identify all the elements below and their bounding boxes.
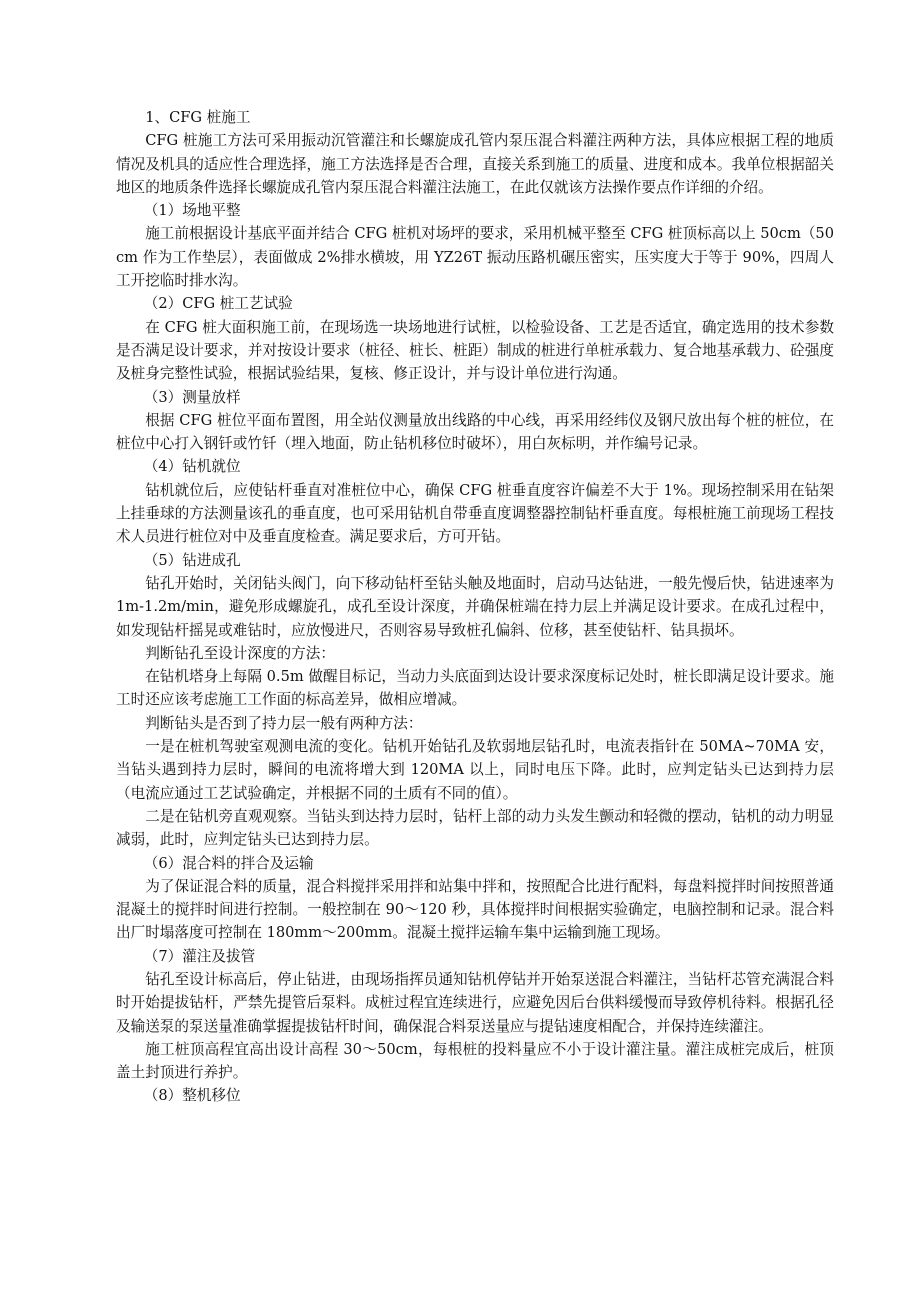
paragraph-drilling-4: 判断钻头是否到了持力层一般有两种方法：	[145, 714, 423, 732]
intro-paragraph: CFG 桩施工方法可采用振动沉管灌注和长螺旋成孔管内泵压混合料灌注两种方法，具体应根据工程的地质情况及机具的适应性合理选择，施工方法选择是否合理，直接关系到施工的质量、进度和成本。我单位根据韶关地区的地质条件选择长螺旋成孔管内泵压混合料灌注法施工，在此仅就该方法操作要点作详细的介绍。	[116, 132, 834, 196]
heading-pouring-extraction: （7）灌注及拔管	[143, 947, 256, 965]
section-title: 1、CFG 桩施工	[145, 109, 251, 126]
heading-drilling: （5）钻进成孔	[143, 551, 241, 569]
paragraph-process-test: 在 CFG 桩大面积施工前，在现场选一块场地进行试桩，以检验设备、工艺是否适宜，确定选用的技术参数是否满足设计要求，并对按设计要求（桩径、桩长、桩距）制成的桩进行单桩承载力、复合地基承载力、砼强度及桩身完整性试验，根据试验结果，复核、修正设计，并与设计单位进行沟通。	[116, 318, 834, 383]
paragraph-drilling-6: 二是在钻机旁直观观察。当钻头到达持力层时，钻杆上部的动力头发生颤动和轻微的摆动，钻机的动力明显减弱，此时，应判定钻头已达到持力层。	[116, 807, 834, 849]
paragraph-survey-layout: 根据 CFG 桩位平面布置图，用全站仪测量放出线路的中心线，再采用经纬仪及钢尺放出每个桩的桩位，在桩位中心打入钢钎或竹钎（埋入地面，防止钻机移位时破坏），用白灰标明，并作编号记录。	[116, 411, 834, 453]
paragraph-drilling-5: 一是在桩机驾驶室观测电流的变化。钻机开始钻孔及软弱地层钻孔时，电流表指针在 50MA~70MA 安，当钻头遇到持力层时，瞬间的电流将增大到 120MA 以上，同时电压下降。此时，应判定钻头已达到持力层（电流应通过工艺试验确定，并根据不同的土质有不同的值）。	[116, 738, 834, 802]
paragraph-mixing-transport: 为了保证混合料的质量，混合料搅拌采用拌和站集中拌和，按照配合比进行配料，每盘料搅拌时间按照普通混凝土的搅拌时间进行控制。一般控制在 90～120 秒，具体搅拌时间根据实验确定，电脑控制和记录。混合料出厂时塌落度可控制在 180mm～200mm。混凝土搅拌运输车集中运输到施工现场。	[116, 877, 834, 942]
heading-mixing-transport: （6）混合料的拌合及运输	[143, 854, 314, 872]
paragraph-drilling-3: 在钻机塔身上每隔 0.5m 做醒目标记，当动力头底面到达设计要求深度标记处时，桩长即满足设计要求。施工时还应该考虑施工工作面的标高差异，做相应增减。	[116, 668, 834, 709]
heading-rig-positioning: （4）钻机就位	[143, 458, 241, 476]
paragraph-rig-positioning: 钻机就位后，应使钻杆垂直对准桩位中心，确保 CFG 桩垂直度容许偏差不大于 1%。现场控制采用在钻架上挂垂球的方法测量该孔的垂直度，也可采用钻机自带垂直度调整器控制钻杆垂直度。每根桩施工前现场工程技术人员进行桩位对中及垂直度检查。满足要求后，方可开钻。	[116, 481, 834, 546]
paragraph-pouring-extraction-2: 施工桩顶高程宜高出设计高程 30～50cm，每根桩的投料量应不小于设计灌注量。灌注成桩完成后，桩顶盖土封顶进行养护。	[116, 1040, 834, 1082]
paragraph-drilling-1: 钻孔开始时，关闭钻头阀门，向下移动钻杆至钻头触及地面时，启动马达钻进，一般先慢后快，钻进速率为 1m-1.2m/min，避免形成螺旋孔，成孔至设计深度，并确保桩端在持力层上并满足设计要求。在成孔过程中，如发现钻杆摇晃或难钻时，应放慢进尺，否则容易导致桩孔偏斜、位移，甚至使钻杆、钻具损坏。	[116, 574, 834, 639]
document-body	[116, 106, 834, 1108]
paragraph-site-leveling: 施工前根据设计基底平面并结合 CFG 桩机对场坪的要求，采用机械平整至 CFG 桩顶标高以上 50cm（50cm 作为工作垫层），表面做成 2%排水横坡，用 YZ26T 振动压路机碾压密实，压实度大于等于 90%，四周人工开挖临时排水沟。	[116, 225, 834, 290]
heading-process-test: （2）CFG 桩工艺试验	[143, 295, 293, 313]
paragraph-drilling-2: 判断钻孔至设计深度的方法：	[145, 644, 335, 662]
heading-survey-layout: （3）测量放样	[143, 388, 241, 406]
heading-site-leveling: （1）场地平整	[143, 202, 241, 220]
paragraph-pouring-extraction-1: 钻孔至设计标高后，停止钻进，由现场指挥员通知钻机停钻并开始泵送混合料灌注，当钻杆芯管充满混合料时开始提拔钻杆，严禁先提管后泵料。成桩过程宜连续进行，应避免因后台供料缓慢而导致停机待料。根据孔径及输送泵的泵送量准确掌握提拔钻杆时间，确保混合料泵送量应与提钻速度相配合，并保持连续灌注。	[116, 970, 834, 1035]
heading-machine-relocation: （8）整机移位	[143, 1087, 241, 1105]
